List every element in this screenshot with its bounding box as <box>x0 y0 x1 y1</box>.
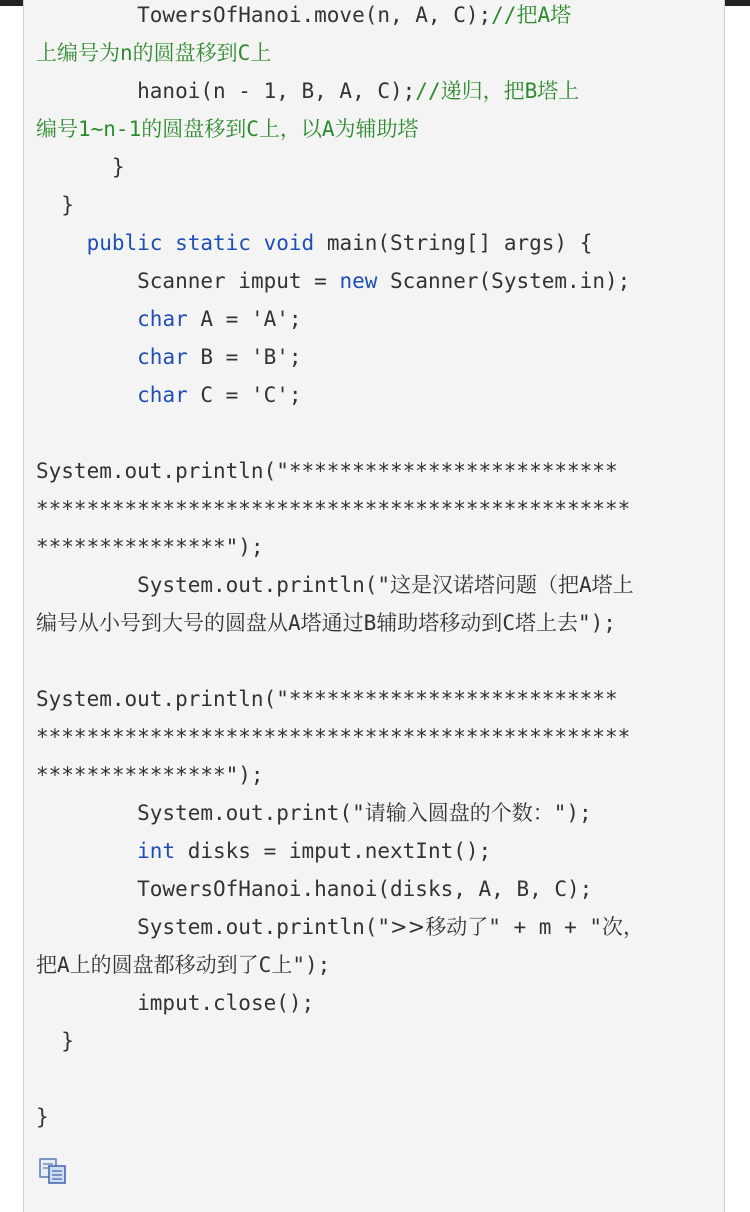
code-line-3: hanoi(n - 1, B, A, C);//递归，把B塔上 <box>36 79 580 103</box>
code-line-25: System.out.println(">>移动了" + m + "次， <box>86 915 645 939</box>
code-line-1: TowersOfHanoi.move(n, A, C);//把A塔 <box>36 3 572 27</box>
code-lines <box>36 0 716 1140</box>
code-line-8: Scanner imput = new Scanner(System.in); <box>86 269 631 293</box>
code-line-10: char B = 'B'; <box>137 345 302 369</box>
code-line-23: int disks = imput.nextInt(); <box>137 839 492 863</box>
code-line-11: char C = 'C'; <box>137 383 302 407</box>
code-line-28: } <box>36 1029 74 1053</box>
code-line-blank <box>36 646 716 684</box>
code-line-24: TowersOfHanoi.hanoi(disks, A, B, C); <box>86 877 593 901</box>
code-line-27: imput.close(); <box>86 991 315 1015</box>
code-block[interactable] <box>23 0 725 1212</box>
code-line-4: 编号1~n-1的圆盘移到C上，以A为辅助塔 <box>36 117 419 141</box>
code-line-5: } <box>36 155 125 179</box>
code-line-6: } <box>36 193 74 217</box>
code-line-20: *********************************************** <box>36 725 631 749</box>
code-line-22: System.out.print("请输入圆盘的个数："); <box>86 801 592 825</box>
code-line-blank <box>36 1064 716 1102</box>
code-line-15: ***************"); <box>36 535 264 559</box>
copy-to-clipboard-icon[interactable] <box>38 1157 68 1185</box>
code-line-19: System.out.println("************************** <box>36 687 618 711</box>
code-line-blank <box>36 418 716 456</box>
comment: //把A塔 <box>491 3 572 27</box>
code-line-7: public static void main(String[] args) { <box>86 231 593 255</box>
code-line-17: 编号从小号到大号的圆盘从A塔通过B辅助塔移动到C塔上去"); <box>36 611 616 635</box>
code-line-13: System.out.println("************************** <box>36 459 618 483</box>
code-line-26: 把A上的圆盘都移动到了C上"); <box>36 953 331 977</box>
code-line-2: 上编号为n的圆盘移到C上 <box>36 41 272 65</box>
comment: //递归，把B塔上 <box>415 79 580 103</box>
code-line-9: char A = 'A'; <box>137 307 302 331</box>
code-line-30: } <box>36 1105 49 1129</box>
code-line-14: *********************************************** <box>36 497 631 521</box>
code-line-16: System.out.println("这是汉诺塔问题（把A塔上 <box>86 573 634 597</box>
code-line-21: ***************"); <box>36 763 264 787</box>
